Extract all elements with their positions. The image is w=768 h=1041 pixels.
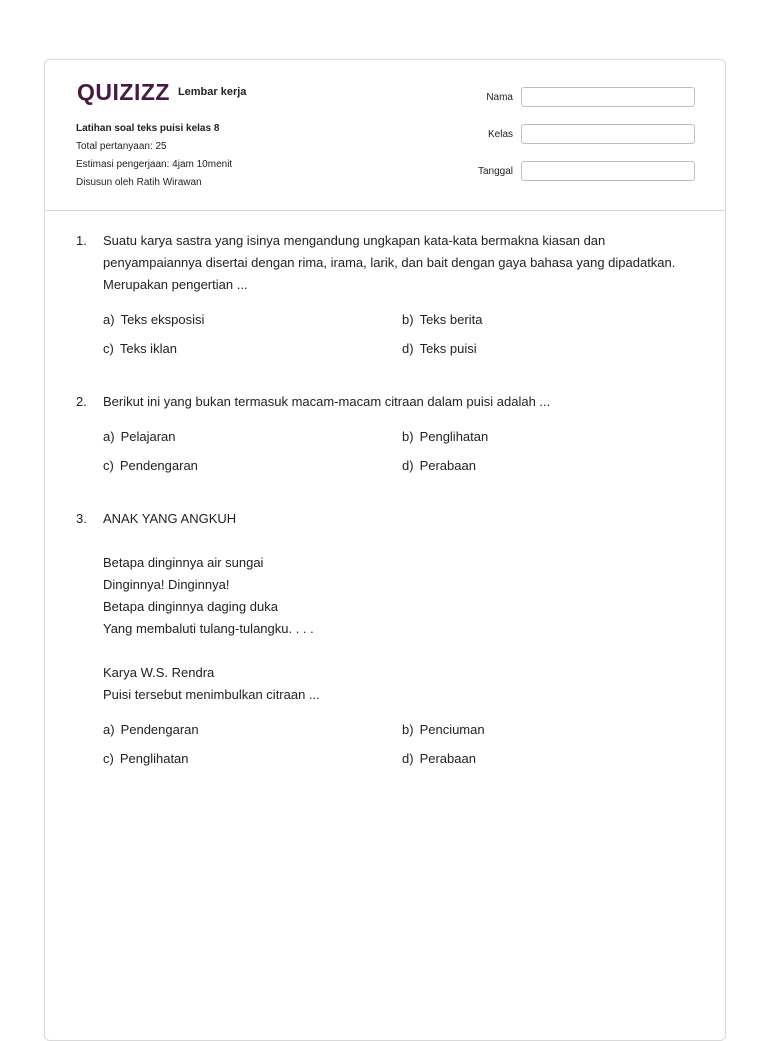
- author: Disusun oleh Ratih Wirawan: [76, 177, 202, 188]
- worksheet-card: [44, 59, 726, 1041]
- option-letter: a): [103, 312, 115, 327]
- option-letter: a): [103, 722, 115, 737]
- total-questions: Total pertanyaan: 25: [76, 141, 167, 152]
- sheet-type: Lembar kerja: [177, 86, 247, 98]
- date-field[interactable]: [521, 161, 695, 181]
- poem-title: ANAK YANG ANGKUH: [103, 511, 237, 526]
- option-c[interactable]: [103, 339, 177, 359]
- answer-options: [103, 310, 696, 368]
- option-letter: b): [402, 429, 414, 444]
- class-field-row: [453, 124, 695, 144]
- question-number: 2.: [76, 394, 87, 409]
- question-line: Berikut ini yang bukan termasuk macam-macam citraan dalam puisi adalah ...: [103, 394, 551, 409]
- option-letter: b): [402, 722, 414, 737]
- blank-line: [103, 530, 696, 552]
- option-c[interactable]: [103, 456, 198, 476]
- estimated-time: Estimasi pengerjaan: 4jam 10menit: [76, 159, 233, 170]
- option-d[interactable]: [402, 456, 476, 476]
- option-text: Pendengaran: [119, 458, 198, 473]
- question-line: Suatu karya sastra yang isinya mengandung ungkapan kata-kata bermakna kiasan dan: [103, 233, 606, 248]
- option-text: Perabaan: [419, 458, 476, 473]
- option-d[interactable]: [402, 339, 477, 359]
- option-text: Penglihatan: [119, 751, 189, 766]
- option-letter: d): [402, 751, 414, 766]
- option-text: Pelajaran: [120, 429, 176, 444]
- poem-line: Dinginnya! Dinginnya!: [103, 577, 230, 592]
- brand: [77, 80, 246, 104]
- class-label: Kelas: [487, 128, 513, 140]
- option-a[interactable]: [103, 310, 204, 330]
- option-letter: b): [402, 312, 414, 327]
- poem-line: Betapa dinginnya daging duka: [103, 599, 278, 614]
- option-text: Teks eksposisi: [120, 312, 205, 327]
- option-a[interactable]: [103, 720, 199, 740]
- option-text: Pendengaran: [120, 722, 199, 737]
- option-letter: c): [103, 341, 114, 356]
- question-line: Merupakan pengertian ...: [103, 277, 248, 292]
- option-letter: c): [103, 458, 114, 473]
- poem-line: Betapa dinginnya air sungai: [103, 555, 264, 570]
- option-text: Penciuman: [419, 722, 485, 737]
- name-field-row: [453, 87, 695, 107]
- option-text: Teks iklan: [119, 341, 177, 356]
- blank-line: [103, 640, 696, 662]
- poem-line: Yang membaluti tulang-tulangku. . . .: [103, 621, 314, 636]
- answer-options: [103, 427, 696, 485]
- question-1: [76, 230, 696, 368]
- question-text: [103, 391, 696, 413]
- name-label: Nama: [486, 91, 513, 103]
- question-text: [103, 508, 696, 706]
- question-3: [76, 508, 696, 778]
- option-text: Teks berita: [419, 312, 483, 327]
- option-b[interactable]: [402, 310, 482, 330]
- question-text: [103, 230, 696, 296]
- option-letter: d): [402, 458, 414, 473]
- option-b[interactable]: [402, 427, 488, 447]
- worksheet-header: [45, 60, 725, 211]
- worksheet-meta: [76, 120, 232, 192]
- option-letter: c): [103, 751, 114, 766]
- question-number: 3.: [76, 511, 87, 526]
- date-label: Tanggal: [477, 165, 513, 177]
- option-letter: a): [103, 429, 115, 444]
- option-b[interactable]: [402, 720, 485, 740]
- poem-author: Karya W.S. Rendra: [103, 665, 215, 680]
- date-field-row: [453, 161, 695, 181]
- answer-options: [103, 720, 696, 778]
- option-a[interactable]: [103, 427, 176, 447]
- quizizz-logo: QUIZIZZ: [77, 79, 170, 105]
- option-text: Penglihatan: [419, 429, 489, 444]
- option-letter: d): [402, 341, 414, 356]
- option-text: Perabaan: [419, 751, 476, 766]
- question-2: [76, 391, 696, 485]
- option-text: Teks puisi: [419, 341, 477, 356]
- question-line: Puisi tersebut menimbulkan citraan ...: [103, 687, 320, 702]
- class-field[interactable]: [521, 124, 695, 144]
- worksheet-title: Latihan soal teks puisi kelas 8: [76, 123, 220, 134]
- option-d[interactable]: [402, 749, 476, 769]
- name-field[interactable]: [521, 87, 695, 107]
- question-number: 1.: [76, 233, 87, 248]
- option-c[interactable]: [103, 749, 189, 769]
- question-line: penyampaiannya disertai dengan rima, irama, larik, dan bait dengan gaya bahasa yang dipadatkan.: [103, 255, 676, 270]
